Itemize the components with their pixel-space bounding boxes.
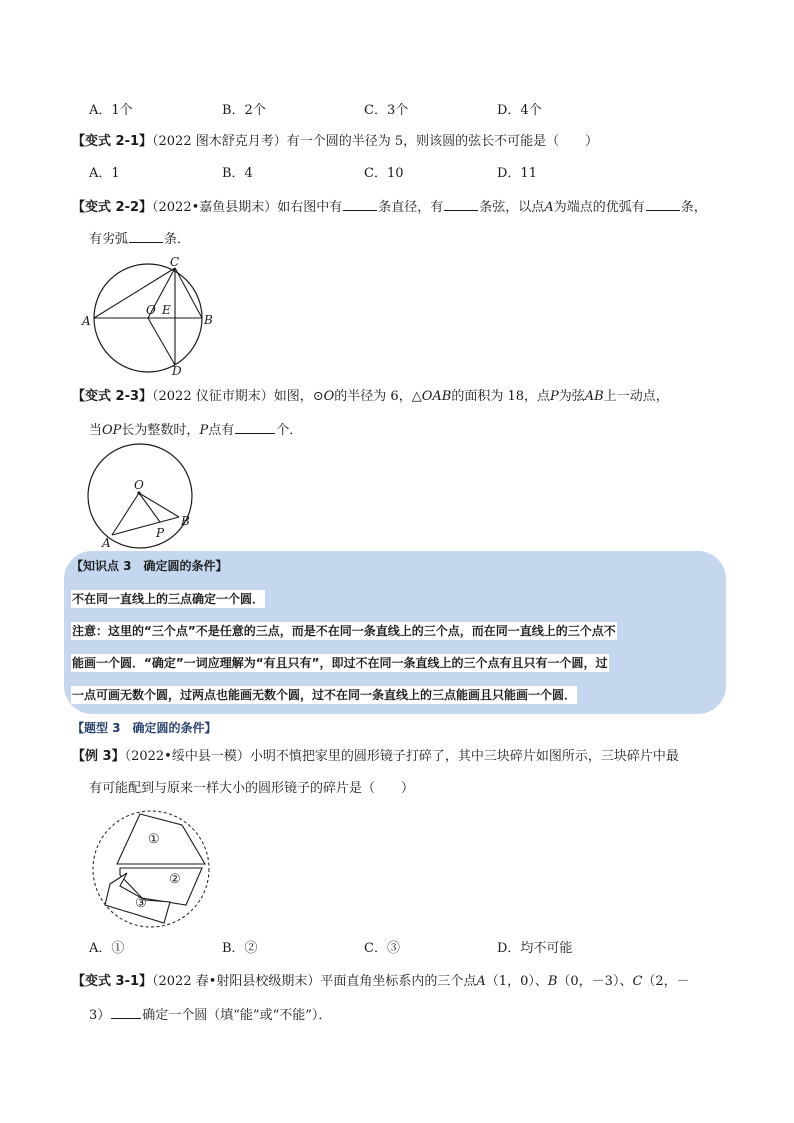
text-seg: 长为整数时， [121,423,200,438]
text-seg: （2022•嘉鱼县期末）如右图中有 [152,200,343,215]
text-seg: （2022 春•射阳县校级期末）平面直角坐标系内的三个点 [152,974,477,989]
text-seg: 当 [89,423,103,438]
label-o: O [146,303,156,317]
question-text: （2022 图木舒克月考）有一个圆的半径为 5，则该圆的弦长不可能是（ ） [152,134,599,149]
text-var: B [547,974,558,989]
question-v2-3 [72,388,669,406]
knowledge-title: 【知识点 3 确定圆的条件】 [71,559,228,573]
answer-blank[interactable] [343,198,377,211]
figure-circle-chords [82,255,226,378]
text-seg: （2，－ [642,974,690,989]
answer-blank[interactable] [111,1006,141,1019]
label-b: B [181,514,190,528]
text-var: AB [584,389,604,404]
knowledge-text: 能画一个圆．“确定”一词应理解为“有且只有”，即过不在同一条直线上的三个点有且只有一个圆，过 [72,656,608,670]
text-seg: 条， [680,200,707,215]
text-seg: 的半径为 6，△ [334,389,422,404]
text-var: P [199,423,209,438]
question-v3-1-line2 [89,1006,331,1025]
text-seg: 条弦，以点 [479,200,545,215]
figure-circle-triangle [86,440,206,552]
option-b: B．4 [222,166,253,181]
question-v2-1 [72,133,598,151]
option-b: B．② [222,941,258,956]
example-3 [72,748,679,766]
piece-1-label: ① [148,832,160,847]
option-c: C．③ [364,941,400,956]
knowledge-text: 注意：这里的“三个点”不是任意的三点，而是不在同一条直线上的三个点，而在同一直线上的三个点不 [72,624,616,638]
text-seg: 上一动点， [603,389,669,404]
option-c: C．10 [364,166,404,181]
text-seg: 为弦 [558,389,585,404]
text-var: O [323,389,335,404]
option-d: D．11 [497,166,537,181]
label-c: C [170,255,180,269]
knowledge-line-1 [71,590,265,608]
label-o: O [134,478,144,492]
label-e: E [162,303,171,317]
question-v3-1 [72,973,690,991]
option-b: B．2个 [222,103,266,118]
question-tag: 【变式 2-1】 [72,134,153,149]
piece-2-label: ② [169,872,181,887]
knowledge-line-2 [71,622,617,640]
knowledge-line-3 [71,654,609,672]
text-var: P [550,389,559,404]
option-d: D．均不可能 [497,941,573,956]
label-d: D [172,364,182,378]
section-title: 【题型 3 确定圆的条件】 [72,721,217,735]
text-seg: （1，0）、 [485,974,548,989]
option-d: D．4个 [497,103,542,118]
text-seg: 个． [276,423,303,438]
question-v2-3-line2 [89,421,302,440]
text-seg: 有劣弧 [89,232,129,247]
option-a: A．1 [89,166,120,181]
text-seg: 条． [164,232,191,247]
text-seg: （2022 仪征市期末）如图，⊙ [152,389,324,404]
example-3-line2: 有可能配到与原来一样大小的圆形镜子的碎片是（ ） [89,781,415,796]
answer-blank[interactable] [646,198,680,211]
answer-blank[interactable] [444,198,478,211]
option-a: A．1个 [89,103,133,118]
text-var: OP [102,423,122,438]
question-tag: 【变式 2-2】 [72,200,153,215]
knowledge-text: 一点可画无数个圆，过两点也能画无数个圆，过不在同一条直线上的三点能画且只能画一个圆． [72,688,577,702]
label-a: A [82,314,91,328]
option-c: C．3个 [364,103,409,118]
knowledge-line-4 [71,686,577,704]
text-seg: 条直径，有 [378,200,444,215]
question-v2-2 [72,198,707,217]
text-seg: 确定一个圆（填“能”或“不能”）． [142,1008,332,1023]
text-seg: 点有 [208,423,235,438]
option-a: A．① [89,941,125,956]
answer-blank[interactable] [129,230,163,243]
text-var: OAB [421,389,452,404]
text-seg: 3） [89,1008,111,1023]
text-seg: 为端点的优弧有 [553,200,645,215]
text-var: C [632,974,643,989]
text-seg: （0，－3）、 [557,974,633,989]
knowledge-text: 不在同一直线上的三点确定一个圆． [72,592,265,606]
text-var: A [476,974,486,989]
label-b: B [204,313,213,327]
question-tag: 【例 3】 [72,749,125,764]
text-var: A [544,200,554,215]
answer-blank[interactable] [235,421,275,434]
text-seg: 的面积为 18，点 [451,389,550,404]
label-p: P [156,526,165,540]
figure-broken-mirror [90,808,214,932]
question-v2-2-line2 [89,230,190,249]
piece-3-label: ③ [135,896,147,911]
label-a: A [102,536,111,550]
question-tag: 【变式 2-3】 [72,389,153,404]
question-tag: 【变式 3-1】 [72,974,153,989]
question-text: （2022•绥中县一模）小明不慎把家里的圆形镜子打碎了，其中三块碎片如图所示，三块碎片中最 [124,749,679,764]
